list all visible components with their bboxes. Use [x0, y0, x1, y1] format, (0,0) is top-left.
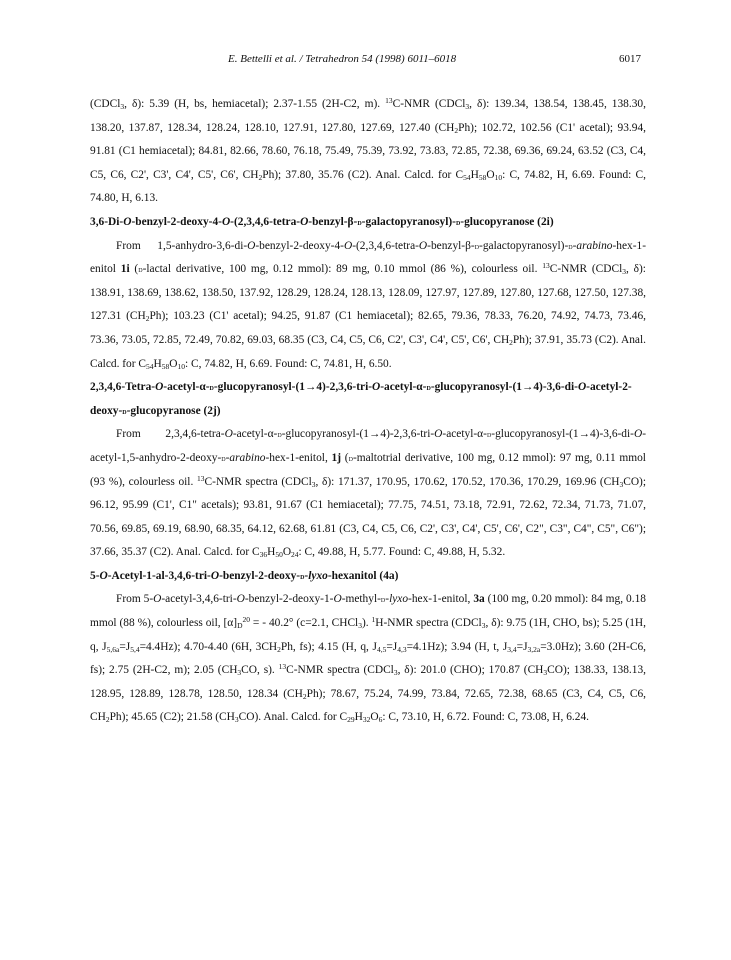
- continuation-paragraph: (CDCl$_3$, δ): 5.39 (H, bs, hemiacetal); 2.37-1.55 (2H-C2, m). $^{13}$C-NMR (CDCl$_3$, δ): 139.34, 138.54, 138.45, 138.30, 138.20, 137.87, 128.34, 128.24, 128.10, 127.91, 127.80, 127.69, 127.40 $(CH_2Ph)$; 102.72, 102.56 (C1' acetal); 93.94, 91.81 (C1 hemiacetal); 84.81, 82.66, 78.60, 76.18, 75.49, 75.39, 73.92, 73.83, 72.85, 72.38, 69.36, 69.24, 63.52 (C3, C4, C5, C6, C2', C3', C4', C5', C6', $CH_2Ph$); 37.80, 35.76 (C2). Anal. Calcd. for $C_{54}H_{58}O_{10}$: C, 74.82, H, 6.69. Found: C, 74.80, H, 6.13.: [90, 96, 646, 205]
- compound-2i-paragraph: From 1,5-anhydro-3,6-di-O-benzyl-2-deoxy-4-O-(2,3,4,6-tetra-O-benzyl-β-d-galactopyranosyl)-d-arabino-hex-1-enitol 1i (d-lactal derivative, 100 mg, 0.12 mmol): 89 mg, 0.10 mmol (86 %), colourless oil. $^{13}$C-NMR (CDCl$_3$, δ): 138.91, 138.69, 138.62, 138.50, 137.92, 128.29, 128.24, 128.13, 128.09, 127.97, 127.89, 127.80, 127.68, 127.50, 127.38, 127.31 $(CH_2Ph)$; 103.23 (C1' acetal); 94.25, 91.87 (C1 hemiacetal); 82.65, 79.36, 78.33, 76.20, 74.92, 74.73, 73.46, 73.36, 73.05, 72.85, 72.49, 70.82, 69.03, 68.35 (C3, C4, C5, C6, C2', C3', C4', C5', C6', $CH_2Ph$); 37.91, 35.73 (C2). Anal. Calcd. for $C_{54}H_{58}O_{10}$: C, 74.82, H, 6.69. Found: C, 74.81, H, 6.50.: [90, 239, 646, 371]
- compound-4a-title: 5-O-Acetyl-1-al-3,4,6-tri-O-benzyl-2-deoxy-d-lyxo-hexanitol (4a): [90, 569, 399, 582]
- compound-2j-paragraph: From 2,3,4,6-tetra-O-acetyl-α-d-glucopyranosyl-(1→4)-2,3,6-tri-O-acetyl-α-d-glucopyranosyl-(1→4)-3,6-di-O-acetyl-1,5-anhydro-2-deoxy-d-arabino-hex-1-enitol, 1j (d-maltotrial derivative, 100 mg, 0.12 mmol): 97 mg, 0.11 mmol (93 %), colourless oil. $^{13}$C-NMR spectra (CDCl$_3$, δ): 171.37, 170.95, 170.62, 170.52, 170.36, 170.29, 169.96 $(CH_3CO)$; 96.12, 95.99 (C1', C1" acetals); 93.81, 91.67 (C1 hemiacetal); 77.75, 74.51, 73.18, 72.91, 72.62, 72.34, 71.73, 71.07, 70.56, 69.85, 69.19, 68.90, 68.35, 64.12, 62.68, 61.81 (C3, C4, C5, C6, C2', C3', C4', C5', C6', C2", C3", C4", C5", C6"); 37.66, 35.37 (C2). Anal. Calcd. for $C_{36}H_{50}O_{24}$: C, 49.88, H, 5.77. Found: C, 49.88, H, 5.32.: [90, 428, 647, 560]
- running-head: E. Bettelli et al. / Tetrahedron 54 (1998) 6011–6018: [228, 53, 457, 65]
- compound-2j-title: 2,3,4,6-Tetra-O-acetyl-α-d-glucopyranosyl-(1→4)-2,3,6-tri-O-acetyl-α-d-glucopyranosyl-(1→4)-3,6-di-O-acetyl-2-deoxy-d-glucopyranose (2j): [90, 381, 632, 417]
- compound-2i-title: 3,6-Di-O-benzyl-2-deoxy-4-O-(2,3,4,6-tetra-O-benzyl-β-d-galactopyranosyl)-d-glucopyranose (2i): [90, 215, 554, 228]
- article-body: [90, 93, 646, 730]
- compound-4a-paragraph: From 5-O-acetyl-3,4,6-tri-O-benzyl-2-deoxy-1-O-methyl-d-lyxo-hex-1-enitol, 3a (100 mg, 0.20 mmol): 84 mg, 0.18 mmol (88 %), colourless oil, $[\alpha]_D^{20}$ = - 40.2° (c=2.1, CHCl$_3$). $^1$H-NMR spectra (CDCl$_3$, δ): 9.75 (1H, CHO, bs); 5.25 (1H, q, $J_{5,6a}=J_{5,4}=4.4Hz$); 4.70-4.40 (6H, $3CH_2Ph$, fs); 4.15 (H, q, $J_{4,5}=J_{4,3}=4.1Hz$); 3.94 (H, t, $J_{3,4}=J_{3,2a}=3.0Hz$); 3.60 (2H-C6, fs); 2.75 (2H-C2, m); 2.05 ($CH_3CO$, s). $^{13}$C-NMR spectra (CDCl$_3$, δ): 201.0 (CHO); 170.87 $(CH_3CO)$; 138.33, 138.13, 128.95, 128.89, 128.78, 128.50, 128.34 $(CH_2Ph)$; 78.67, 75.24, 74.99, 73.84, 72.65, 72.38, 68.65 (C3, C4, C5, C6, $CH_2Ph$); 45.65 (C2); 21.58 $(CH_3CO)$. Anal. Calcd. for $C_{29}H_{32}O_6$: C, 73.10, H, 6.72. Found: C, 73.08, H, 6.24.: [90, 593, 647, 725]
- page-header: [0, 48, 731, 68]
- page-number: 6017: [619, 53, 641, 65]
